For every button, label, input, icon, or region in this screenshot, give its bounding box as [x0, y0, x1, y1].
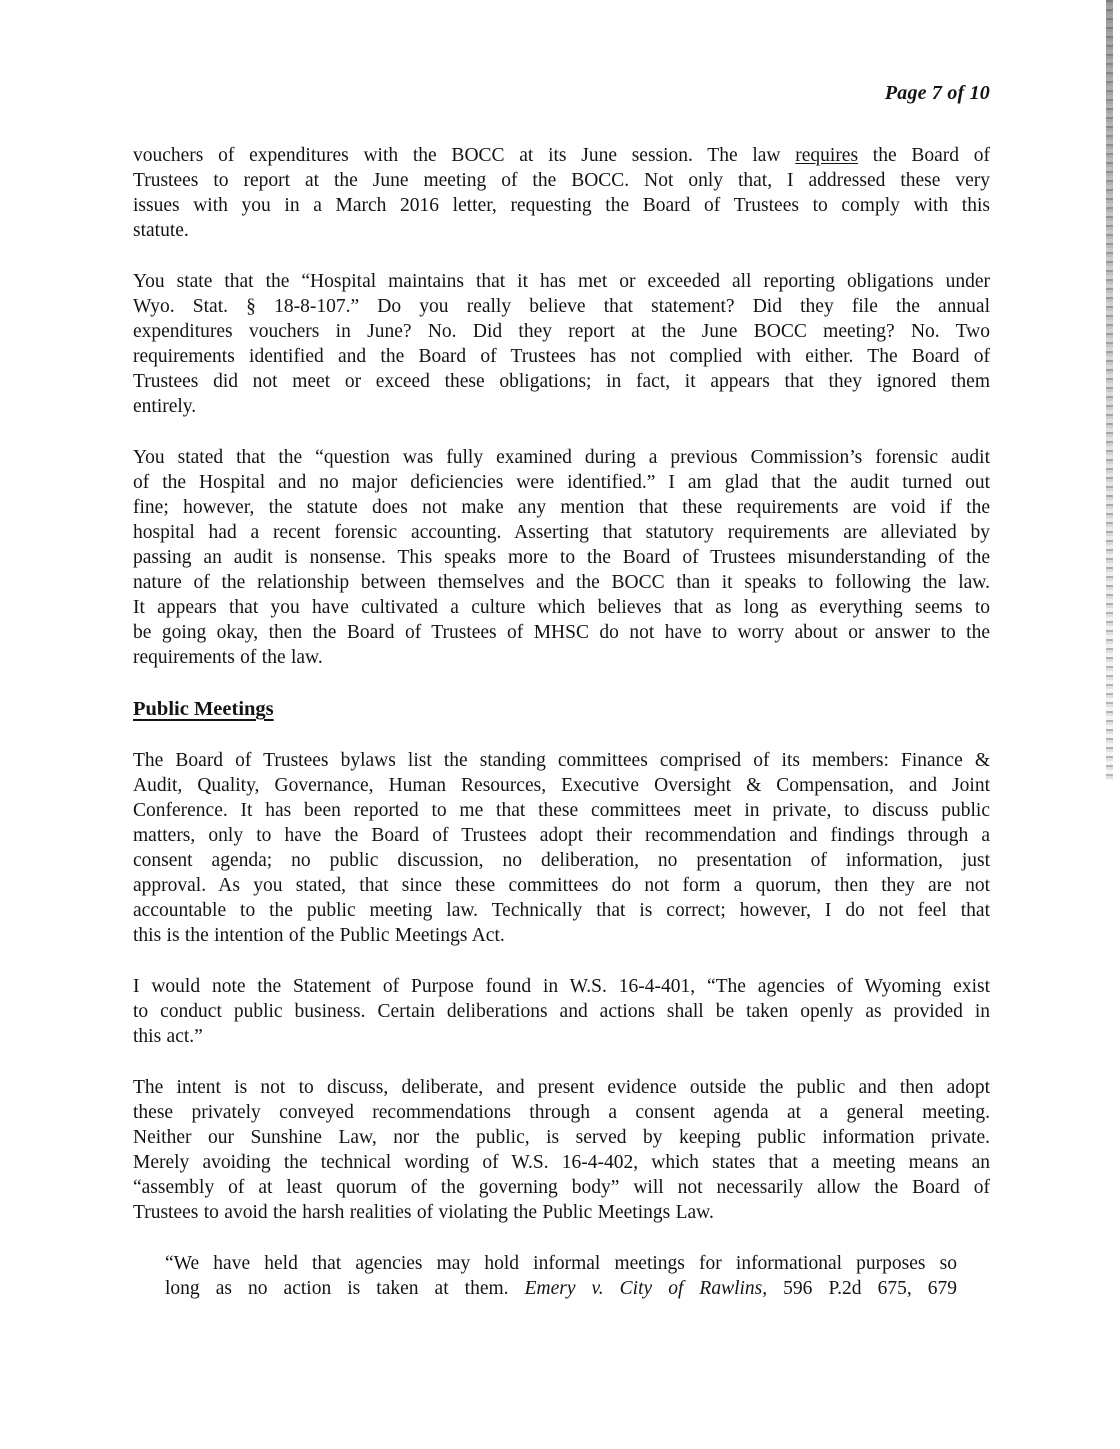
text-line — [133, 923, 990, 948]
text-segment: The intent is not to discuss, deliberate, and present evidence outside the public and then adopt — [133, 1077, 990, 1098]
block-quote — [165, 1251, 957, 1301]
text-line — [133, 470, 990, 495]
text-segment: I would note the Statement of Purpose found in W.S. 16-4-401, “The agencies of Wyoming exist — [133, 976, 990, 997]
document-body — [133, 143, 990, 1327]
text-line — [133, 974, 990, 999]
text-segment: “assembly of at least quorum of the governing body” will not necessarily allow the Board of — [133, 1177, 990, 1198]
body-paragraph — [133, 974, 990, 1049]
text-line — [133, 748, 990, 773]
text-segment: nature of the relationship between themselves and the BOCC than it speaks to following the law. — [133, 572, 990, 593]
text-line — [133, 495, 990, 520]
text-line — [133, 873, 990, 898]
text-segment: requirements of the law. — [133, 647, 323, 668]
text-segment: to conduct public business. Certain deliberations and actions shall be taken openly as provided in — [133, 1001, 990, 1022]
text-segment: hospital had a recent forensic accounting. Asserting that statutory requirements are alleviated by — [133, 522, 990, 543]
text-line — [133, 1024, 990, 1049]
text-line — [133, 445, 990, 470]
text-segment: long as no action is taken at them. — [165, 1278, 525, 1299]
text-segment: fine; however, the statute does not make any mention that these requirements are void if the — [133, 497, 990, 518]
text-line — [133, 620, 990, 645]
body-paragraph — [133, 748, 990, 948]
text-line — [133, 898, 990, 923]
text-segment: statute. — [133, 220, 189, 241]
text-segment: requirements identified and the Board of Trustees has not complied with either. The Board of — [133, 346, 990, 367]
text-line — [133, 520, 990, 545]
text-segment: accountable to the public meeting law. Technically that is correct; however, I do not feel that — [133, 900, 990, 921]
text-segment: these privately conveyed recommendations through a consent agenda at a general meeting. — [133, 1102, 990, 1123]
text-segment: It appears that you have cultivated a culture which believes that as long as everything seems to — [133, 597, 990, 618]
text-line — [133, 645, 990, 670]
text-line — [133, 143, 990, 168]
body-paragraph — [133, 445, 990, 670]
text-segment: “We have held that agencies may hold informal meetings for informational purposes so — [165, 1253, 957, 1274]
text-line — [133, 344, 990, 369]
text-line — [133, 1075, 990, 1100]
text-segment: Trustees did not meet or exceed these obligations; in fact, it appears that they ignored them — [133, 371, 990, 392]
text-segment: You state that the “Hospital maintains that it has met or exceeded all reporting obligations under — [133, 271, 990, 292]
text-segment: Neither our Sunshine Law, nor the public, is served by keeping public information private. — [133, 1127, 990, 1148]
text-segment: this act.” — [133, 1026, 203, 1047]
text-line — [133, 570, 990, 595]
text-segment: 596 P.2d 675, 679 — [767, 1278, 958, 1299]
text-line — [133, 999, 990, 1024]
text-segment: Merely avoiding the technical wording of W.S. 16-4-402, which states that a meeting means an — [133, 1152, 990, 1173]
text-segment: of the Hospital and no major deficiencies were identified.” I am glad that the audit turned out — [133, 472, 990, 493]
text-line — [133, 1200, 990, 1225]
text-line — [133, 218, 990, 243]
text-segment: Audit, Quality, Governance, Human Resources, Executive Oversight & Compensation, and Joint — [133, 775, 990, 796]
text-segment: vouchers of expenditures with the BOCC at its June session. The law — [133, 145, 796, 166]
text-segment: Wyo. Stat. § 18-8-107.” Do you really believe that statement? Did they file the annual — [133, 296, 990, 317]
text-line — [133, 1175, 990, 1200]
text-segment: approval. As you stated, that since these committees do not form a quorum, then they are not — [133, 875, 990, 896]
text-line — [133, 294, 990, 319]
text-segment: matters, only to have the Board of Trustees adopt their recommendation and findings through a — [133, 825, 990, 846]
text-line — [133, 1125, 990, 1150]
text-segment: the Board of — [858, 145, 990, 166]
text-segment: consent agenda; no public discussion, no deliberation, no presentation of information, just — [133, 850, 990, 871]
text-line — [133, 545, 990, 570]
scan-edge-artifact — [1106, 0, 1113, 780]
text-line — [133, 1150, 990, 1175]
body-paragraph — [133, 1075, 990, 1225]
text-segment: expenditures vouchers in June? No. Did they report at the June BOCC meeting? No. Two — [133, 321, 990, 342]
text-line — [133, 1100, 990, 1125]
text-segment: be going okay, then the Board of Trustees of MHSC do not have to worry about or answer to the — [133, 622, 990, 643]
text-segment: You stated that the “question was fully examined during a previous Commission’s forensic audit — [133, 447, 990, 468]
text-line — [133, 319, 990, 344]
text-segment: this is the intention of the Public Meetings Act. — [133, 925, 505, 946]
text-line — [133, 394, 990, 419]
text-line — [133, 798, 990, 823]
text-segment: passing an audit is nonsense. This speaks more to the Board of Trustees misunderstanding of the — [133, 547, 990, 568]
text-line — [133, 848, 990, 873]
text-segment: The Board of Trustees bylaws list the standing committees comprised of its members: Finance & — [133, 750, 990, 771]
text-segment: issues with you in a March 2016 letter, requesting the Board of Trustees to comply with this — [133, 195, 990, 216]
body-paragraph — [133, 143, 990, 243]
page-number-label: Page 7 of 10 — [884, 82, 990, 104]
body-paragraph — [133, 269, 990, 419]
text-line — [165, 1276, 957, 1301]
text-line — [133, 595, 990, 620]
text-segment: Conference. It has been reported to me that these committees meet in private, to discuss public — [133, 800, 990, 821]
underlined-text: requires — [795, 145, 859, 166]
text-line — [133, 193, 990, 218]
text-segment: entirely. — [133, 396, 197, 417]
case-citation-italic: Emery v. City of Rawlins, — [524, 1278, 768, 1299]
text-line — [133, 269, 990, 294]
text-line — [133, 369, 990, 394]
section-heading-text: Public Meetings — [133, 698, 274, 720]
text-line — [165, 1251, 957, 1276]
text-line — [133, 168, 990, 193]
section-heading — [133, 696, 990, 722]
text-segment: Trustees to report at the June meeting of the BOCC. Not only that, I addressed these very — [133, 170, 990, 191]
text-line — [133, 823, 990, 848]
text-line — [133, 773, 990, 798]
text-segment: Trustees to avoid the harsh realities of violating the Public Meetings Law. — [133, 1202, 714, 1223]
